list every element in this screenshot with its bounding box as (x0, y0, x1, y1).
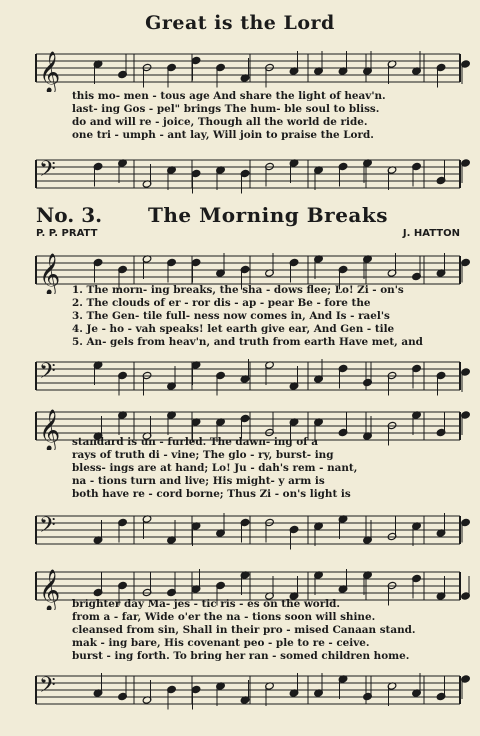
hymn-number: No. 3. (36, 203, 103, 227)
lyricist: P. P. PRATT (36, 228, 98, 239)
treble-clef-icon: 𝄞 (39, 254, 61, 294)
bass-clef-icon: 𝄢 (39, 673, 56, 703)
bass-staff-1 (0, 350, 480, 400)
lyric-line: 5. An- gels from heav'n, and truth from earth Have met, and (72, 336, 423, 348)
treble-clef-icon: 𝄞 (39, 410, 61, 450)
bass-staff-2 (0, 504, 480, 554)
system-1-verses (72, 284, 423, 349)
lyric-line: this mo- men - tous age And share the light of heav'n. (72, 90, 386, 102)
bass-clef-icon: 𝄢 (39, 359, 56, 389)
bass-clef-icon: 𝄢 (39, 157, 56, 187)
lyric-line: do and will re - joice, Though all the world de ride. (72, 116, 368, 128)
lyric-line: 1. The morn- ing breaks, the sha - dows flee; Lo! Zi - on's (72, 284, 404, 296)
lyric-line: mak - ing bare, His covenant peo - ple to re - ceive. (72, 637, 370, 649)
lyric-line: both have re - cord borne; Thus Zi - on's light is (72, 488, 351, 500)
lyric-line: burst - ing forth. To bring her ran - somed children home. (72, 650, 410, 662)
lyric-line: na - tions turn and live; His might- y arm is (72, 475, 325, 487)
lyric-line: 3. The Gen- tile full- ness now comes in, And Is - rael's (72, 310, 390, 322)
lyric-line: rays of truth di - vine; The glo - ry, burst- ing (72, 449, 334, 461)
prev-hymn-verses (72, 90, 386, 142)
lyric-line: brighter day Ma- jes - tic ris - es on the world. (72, 598, 341, 610)
lyric-line: standard is un - furled. The dawn- ing of a (72, 436, 318, 448)
composer: J. HATTON (402, 228, 460, 239)
lyric-line: bless- ings are at hand; Lo! Ju - dah's rem - nant, (72, 462, 358, 474)
system-2-verses (72, 436, 357, 501)
lyric-line: last- ing Gos - pel" brings The hum- ble soul to bliss. (72, 103, 380, 115)
lyric-line: cleansed from sin, Shall in their pro - mised Canaan stand. (72, 624, 416, 636)
bass-staff-prev (0, 148, 480, 198)
lyric-line: 2. The clouds of er - ror dis - ap - pear Be - fore the (72, 297, 371, 309)
treble-clef-icon: 𝄞 (39, 570, 61, 610)
bass-staff-3 (0, 664, 480, 714)
treble-staff-prev (0, 42, 480, 92)
previous-hymn-title: Great is the Lord (145, 12, 335, 34)
system-3-verses (72, 598, 416, 663)
bass-clef-icon: 𝄢 (39, 513, 56, 543)
hymn-title: The Morning Breaks (148, 203, 388, 227)
lyric-line: 4. Je - ho - vah speaks! let earth give ear, And Gen - tile (72, 323, 395, 335)
treble-clef-icon: 𝄞 (39, 52, 61, 92)
lyric-line: from a - far, Wide o'er the na - tions soon will shine. (72, 611, 376, 623)
lyric-line: one tri - umph - ant lay, Will join to praise the Lord. (72, 129, 374, 141)
